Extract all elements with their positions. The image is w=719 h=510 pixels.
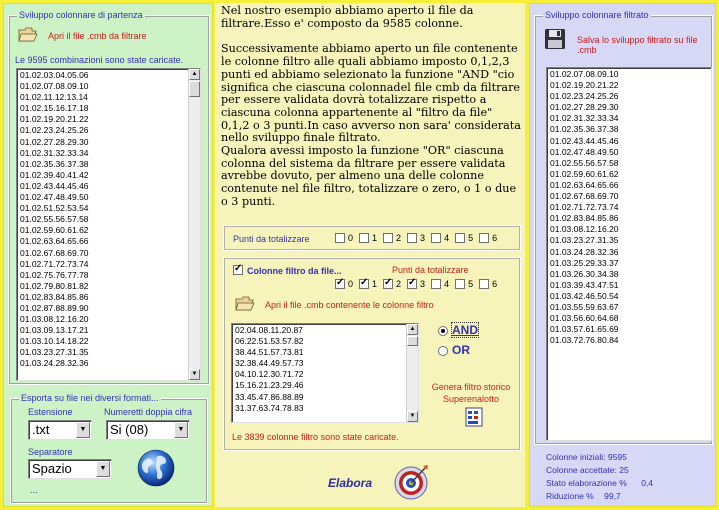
- double-digit-select[interactable]: [106, 420, 190, 440]
- double-digit-label: Numeretti doppia cifra: [104, 407, 193, 417]
- points-checkbox[interactable]: [431, 279, 441, 289]
- list-item[interactable]: 38.44.51.57.73.81: [235, 347, 304, 358]
- list-item[interactable]: 01.03.26.30.34.38: [550, 268, 619, 279]
- list-item[interactable]: 01.02.23.24.25.26: [20, 125, 89, 136]
- points-option[interactable]: [359, 278, 377, 288]
- points-option[interactable]: [431, 232, 449, 242]
- points-option[interactable]: [479, 232, 497, 242]
- or-radio[interactable]: [438, 346, 448, 356]
- extension-value: .txt: [32, 422, 50, 437]
- points-checkbox[interactable]: [431, 233, 441, 243]
- source-group-title: Sviluppo colonnare di partenza: [19, 10, 143, 20]
- points-option[interactable]: [335, 232, 353, 242]
- separator-select[interactable]: [28, 459, 112, 479]
- list-item[interactable]: 01.02.31.32.33.34: [20, 147, 89, 158]
- filter-list-scrollbar[interactable]: [406, 324, 418, 422]
- list-item[interactable]: 31.37.63.74.78.83: [235, 402, 304, 413]
- points-value: 5: [468, 278, 474, 289]
- points-checkbox[interactable]: [479, 279, 489, 289]
- extension-select[interactable]: [28, 420, 92, 440]
- list-item[interactable]: 01.02.63.64.65.66: [20, 236, 89, 247]
- points-value: 6: [492, 278, 498, 289]
- chevron-down-icon[interactable]: ▼: [96, 461, 110, 477]
- list-item[interactable]: 01.02.27.28.29.30: [550, 102, 619, 113]
- left-panel: [3, 3, 213, 507]
- list-item[interactable]: 01.02.71.72.73.74: [550, 202, 619, 213]
- points-option[interactable]: [383, 232, 401, 242]
- stat-progress: [546, 478, 653, 488]
- list-item[interactable]: 01.02.43.44.45.46: [550, 135, 619, 146]
- points-checkbox[interactable]: [359, 233, 369, 243]
- description-paragraph-2: Successivamente abbiamo aperto un file contenente le colonne filtro alle quali abbiamo imposto 0,1,2,3 punti ed abbiamo selezionato la funzione "AND "cio significa che ciascuna colonnadel file cmb da filtrare per essere validata dovrà totalizzare rispetto a ciascuna colonna appartenente al "filtro da file" 0,1,2 o 3 punti.In caso avverso non sara' considerata nello sviluppo finale filtrato.: [221, 42, 521, 145]
- separator-label: Separatore: [28, 447, 73, 457]
- list-item[interactable]: 01.02.71.72.73.74: [20, 258, 89, 269]
- points-checkbox[interactable]: [383, 233, 393, 243]
- points-option[interactable]: [359, 232, 377, 242]
- points-checkbox[interactable]: [455, 279, 465, 289]
- list-item[interactable]: 01.02.59.60.61.62: [550, 168, 619, 179]
- list-item[interactable]: 01.02.83.84.85.86: [20, 291, 89, 302]
- filtered-list[interactable]: [546, 67, 712, 441]
- list-item[interactable]: 01.03.09.13.17.21: [20, 325, 89, 336]
- list-item[interactable]: 01.02.31.32.33.34: [550, 113, 619, 124]
- open-folder-icon[interactable]: [18, 26, 38, 42]
- list-item[interactable]: 01.03.56.60.64.68: [550, 313, 619, 324]
- list-item[interactable]: 01.02.55.56.57.58: [20, 214, 89, 225]
- or-label[interactable]: OR: [452, 343, 470, 357]
- description-text: [221, 5, 521, 222]
- points-value: 3: [420, 232, 426, 243]
- list-item[interactable]: 01.02.67.68.69.70: [550, 191, 619, 202]
- points-option[interactable]: [479, 278, 497, 288]
- points-option[interactable]: [407, 278, 425, 288]
- list-item[interactable]: 01.02.35.36.37.38: [550, 124, 619, 135]
- points-value: 0: [348, 232, 354, 243]
- list-item[interactable]: 01.02.19.20.21.22: [20, 114, 89, 125]
- points-checkbox[interactable]: [335, 233, 345, 243]
- points-checkbox[interactable]: [407, 279, 417, 289]
- points-option[interactable]: [455, 278, 473, 288]
- list-item[interactable]: 01.02.15.16.17.18: [20, 103, 89, 114]
- points-value: 1: [372, 278, 378, 289]
- target-icon[interactable]: [392, 463, 430, 501]
- list-item[interactable]: 01.03.24.28.32.36: [20, 358, 89, 369]
- source-combinations-list[interactable]: [16, 68, 201, 381]
- list-item[interactable]: 01.02.75.76.77.78: [20, 269, 89, 280]
- list-item[interactable]: 01.02.07.08.09.10: [20, 81, 89, 92]
- points-value: 6: [492, 232, 498, 243]
- points-option[interactable]: [407, 232, 425, 242]
- filter-columns-label: Colonne filtro da file...: [247, 266, 342, 276]
- progress-label: Stato elaborazione %: [546, 478, 627, 488]
- points-value: 5: [468, 232, 474, 243]
- filter-points-checkboxes: [335, 278, 503, 289]
- initial-value: 9595: [607, 452, 627, 462]
- list-item[interactable]: 01.03.39.43.47.51: [550, 279, 619, 290]
- list-item[interactable]: 01.03.55.59.63.67: [550, 301, 619, 312]
- points-value: 2: [396, 278, 402, 289]
- list-item[interactable]: 01.03.23.27.31.35: [20, 347, 89, 358]
- list-item[interactable]: 01.02.55.56.57.58: [550, 157, 619, 168]
- stat-initial: [546, 452, 627, 462]
- filter-columns-items: [232, 324, 418, 415]
- right-panel: [529, 3, 716, 507]
- open-folder-icon[interactable]: [235, 295, 255, 311]
- stat-accepted: [546, 465, 629, 475]
- points-checkbox[interactable]: [455, 233, 465, 243]
- list-item[interactable]: 01.02.19.20.21.22: [550, 80, 619, 91]
- filtered-items: [547, 68, 711, 347]
- points-value: 3: [420, 278, 426, 289]
- filter-columns-list[interactable]: [231, 323, 419, 423]
- list-item[interactable]: 01.02.47.48.49.50: [550, 146, 619, 157]
- reduction-label: Riduzione %: [546, 491, 594, 501]
- filter-columns-checkbox[interactable]: [233, 265, 243, 275]
- center-panel: [215, 3, 525, 507]
- list-item[interactable]: 32.38.44.49.57.73: [235, 358, 304, 369]
- scroll-down-button[interactable]: ▼: [407, 411, 418, 422]
- list-item[interactable]: 01.02.07.08.09.10: [550, 69, 619, 79]
- list-item[interactable]: 01.02.51.52.53.54: [20, 203, 89, 214]
- points-value: 4: [444, 232, 450, 243]
- list-item[interactable]: 01.02.47.48.49.50: [20, 192, 89, 203]
- list-item[interactable]: 01.02.35.36.37.38: [20, 158, 89, 169]
- save-filtered-button[interactable]: Salva lo sviluppo filtrato su file .cmb: [577, 35, 698, 55]
- points-checkbox[interactable]: [335, 279, 345, 289]
- export-ellipsis: ...: [30, 485, 38, 495]
- list-item[interactable]: 01.02.59.60.61.62: [20, 225, 89, 236]
- initial-label: Colonne iniziali:: [546, 452, 606, 462]
- chevron-down-icon[interactable]: ▼: [76, 422, 90, 438]
- accepted-label: Colonne accettate:: [546, 465, 617, 475]
- double-digit-value: Si (08): [110, 422, 149, 437]
- list-item[interactable]: 01.02.03.04.05.06: [20, 70, 89, 80]
- list-item[interactable]: 01.03.25.29.33.37: [550, 257, 619, 268]
- list-item[interactable]: 06.22.51.53.57.82: [235, 336, 304, 347]
- list-item[interactable]: 01.02.83.84.85.86: [550, 213, 619, 224]
- scroll-thumb[interactable]: [189, 81, 200, 97]
- list-item[interactable]: 02.04.08.11.20.87: [235, 325, 303, 335]
- points-label: Punti da totalizzare: [233, 234, 310, 244]
- points-checkbox[interactable]: [383, 279, 393, 289]
- stat-reduction: [546, 491, 621, 501]
- points-checkbox[interactable]: [479, 233, 489, 243]
- list-item[interactable]: 01.02.67.68.69.70: [20, 247, 89, 258]
- separator-value: Spazio: [32, 461, 72, 476]
- list-item[interactable]: 01.03.23.27.31.35: [550, 235, 619, 246]
- filtered-group-title: Sviluppo colonnare filtrato: [545, 10, 649, 20]
- progress-value: 0,4: [641, 478, 654, 488]
- scroll-up-button[interactable]: ▲: [189, 69, 200, 80]
- and-radio[interactable]: [438, 326, 448, 336]
- source-list-scrollbar[interactable]: [188, 69, 200, 380]
- list-item[interactable]: 01.03.08.12.16.20: [20, 314, 89, 325]
- points-checkboxes: [335, 232, 503, 243]
- points-option[interactable]: [455, 232, 473, 242]
- list-item[interactable]: 01.03.42.46.50.54: [550, 290, 619, 301]
- list-item[interactable]: 01.03.08.12.16.20: [550, 224, 619, 235]
- points-option[interactable]: [335, 278, 353, 288]
- list-item[interactable]: 01.03.10.14.18.22: [20, 336, 89, 347]
- chevron-down-icon[interactable]: ▼: [174, 422, 188, 438]
- list-item[interactable]: 01.02.23.24.25.26: [550, 91, 619, 102]
- filter-points-label: Punti da totalizzare: [392, 265, 469, 275]
- description-paragraph-1: Nel nostro esempio abbiamo aperto il file da filtrare.Esso e' composto da 9585 colonne.: [221, 4, 474, 30]
- list-item[interactable]: 01.02.87.88.89.90: [20, 302, 89, 313]
- list-item[interactable]: 01.02.11.12.13.14: [20, 92, 88, 103]
- points-option[interactable]: [383, 278, 401, 288]
- description-paragraph-3: Qualora avessi imposto la funzione "OR" ciascuna colonna del sistema da filtrare per essere validata avrebbe dovuto, per almeno una delle colonne contenute nel file filtro, totalizzare o zero, o 1 o due o 3 punti.: [221, 144, 517, 208]
- open-filter-file-button[interactable]: Apri il file .cmb contenente le colonne filtro: [265, 300, 434, 310]
- lottery-slip-icon[interactable]: [465, 407, 483, 427]
- export-group-title: Esporta su file nei diversi formati...: [21, 393, 159, 403]
- list-item[interactable]: 01.03.57.61.65.69: [550, 324, 619, 335]
- points-value: 0: [348, 278, 354, 289]
- points-value: 4: [444, 278, 450, 289]
- points-value: 2: [396, 232, 402, 243]
- points-option[interactable]: [431, 278, 449, 288]
- scroll-up-button[interactable]: ▲: [407, 324, 418, 335]
- list-item[interactable]: 01.02.79.80.81.82: [20, 280, 89, 291]
- and-label[interactable]: AND: [452, 323, 478, 337]
- process-label[interactable]: Elabora: [328, 476, 373, 490]
- list-item[interactable]: 33.45.47.86.88.89: [235, 391, 304, 402]
- points-checkbox[interactable]: [407, 233, 417, 243]
- globe-icon[interactable]: [136, 448, 176, 488]
- filter-loaded-status: Le 3839 colonne filtro sono state caricate.: [232, 432, 399, 442]
- points-value: 1: [372, 232, 378, 243]
- list-item[interactable]: 01.02.43.44.45.46: [20, 180, 89, 191]
- source-combinations-items: [17, 69, 200, 371]
- list-item[interactable]: 01.02.39.40.41.42: [20, 169, 89, 180]
- loaded-status: Le 9595 combinazioni sono state caricate.: [15, 55, 184, 65]
- list-item[interactable]: 04.10.12.30.71.72: [235, 369, 304, 380]
- accepted-value: 25: [619, 465, 629, 475]
- list-item[interactable]: 01.03.72.76.80.84: [550, 335, 619, 346]
- list-item[interactable]: 15.16.21.23.29.46: [235, 380, 304, 391]
- scroll-down-button[interactable]: ▼: [189, 369, 200, 380]
- reduction-value: 99,7: [604, 491, 621, 501]
- points-checkbox[interactable]: [359, 279, 369, 289]
- historic-filter-label: Genera filtro storico Superenalotto: [431, 382, 511, 404]
- list-item[interactable]: 01.02.27.28.29.30: [20, 136, 89, 147]
- scroll-thumb[interactable]: [407, 336, 418, 346]
- list-item[interactable]: 01.02.63.64.65.66: [550, 179, 619, 190]
- extension-label: Estensione: [28, 407, 73, 417]
- save-disk-icon[interactable]: [544, 28, 566, 50]
- list-item[interactable]: 01.03.24.28.32.36: [550, 246, 619, 257]
- open-file-button[interactable]: Apri il file .cmb da filtrare: [48, 31, 147, 41]
